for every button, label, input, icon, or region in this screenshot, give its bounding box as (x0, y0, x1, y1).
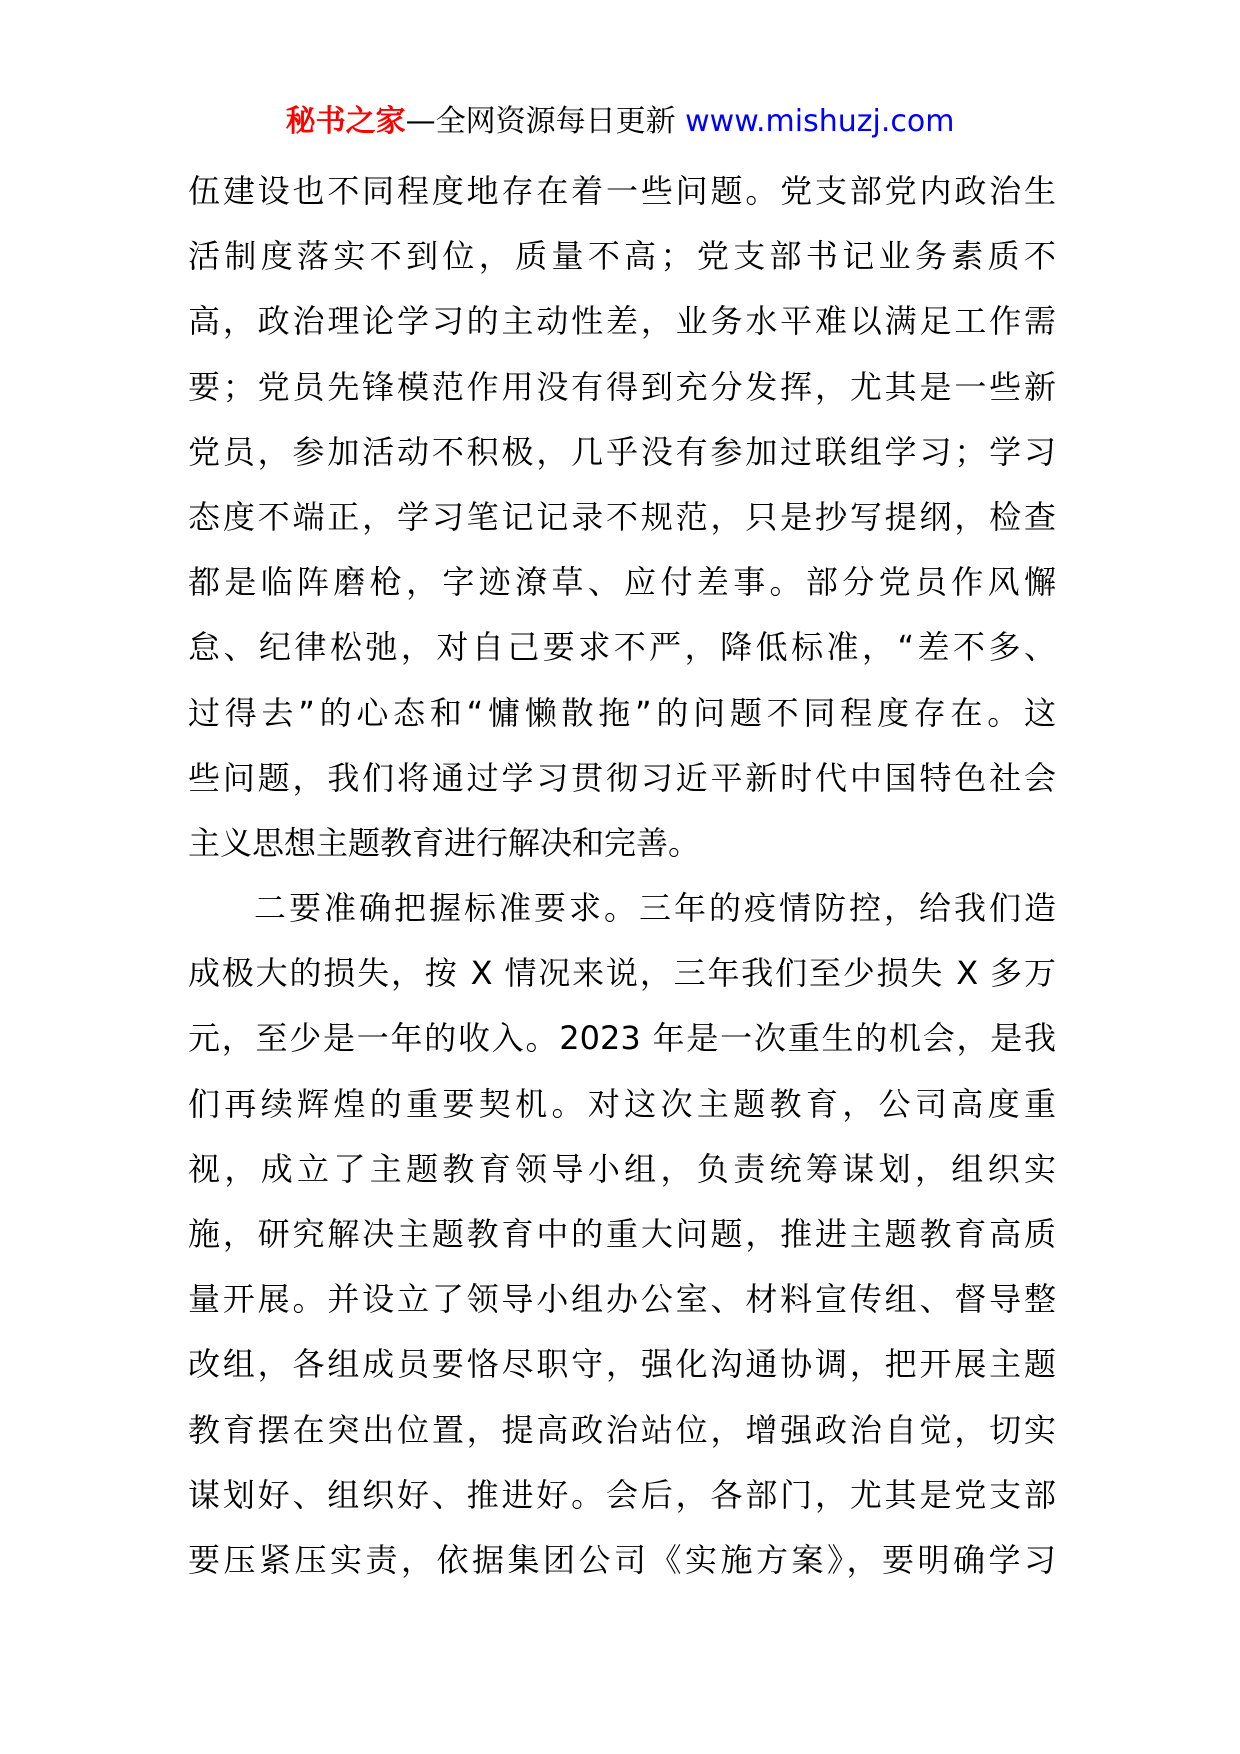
body-line: 视，成立了主题教育领导小组，负责统筹谋划，组织实 (188, 1149, 1056, 1188)
body-line: 量开展。并设立了领导小组办公室、材料宣传组、督导整 (188, 1280, 1056, 1319)
body-line: 态度不端正，学习笔记记录不规范，只是抄写提纲，检查 (188, 497, 1056, 536)
body-line: 们再续辉煌的重要契机。对这次主题教育，公司高度重 (188, 1084, 1056, 1123)
body-line: 施，研究解决主题教育中的重大问题，推进主题教育高质 (188, 1215, 1056, 1253)
body-line: 活制度落实不到位，质量不高；党支部书记业务素质不 (188, 237, 1056, 276)
body-line: 些问题，我们将通过学习贯彻习近平新时代中国特色社会 (188, 758, 1056, 797)
body-line: 过得去”的心态和“慵懒散拖”的问题不同程度存在。这 (188, 693, 1056, 732)
body-line: 谋划好、组织好、推进好。会后，各部门，尤其是党支部 (188, 1475, 1056, 1514)
page-header (0, 100, 1240, 144)
site-url-link[interactable]: www.mishuzj.com (685, 104, 955, 139)
paragraph-last-line: 主义思想主题教育进行解决和完善。 (188, 823, 701, 862)
body-line: 怠、纪律松弛，对自己要求不严，降低标准，“差不多、 (188, 628, 1056, 667)
document-body (188, 159, 1056, 1593)
body-line: 都是临阵磨枪，字迹潦草、应付差事。部分党员作风懈 (188, 563, 1056, 602)
body-line: 成极大的损失，按 X 情况来说，三年我们至少损失 X 多万 (188, 954, 1056, 993)
body-line: 要压紧压实责，依据集团公司《实施方案》，要明确学习 (188, 1540, 1056, 1579)
body-line: 教育摆在突出位置，提高政治站位，增强政治自觉，切实 (188, 1410, 1056, 1449)
body-line: 伍建设也不同程度地存在着一些问题。党支部党内政治生 (188, 172, 1056, 210)
brand-name: 秘书之家 (285, 104, 406, 139)
paragraph-first-line: 二要准确把握标准要求。三年的疫情防控，给我们造 (254, 889, 1056, 928)
body-line: 元，至少是一年的收入。2023 年是一次重生的机会，是我 (188, 1019, 1056, 1058)
body-line: 党员，参加活动不积极，几乎没有参加过联组学习；学习 (188, 432, 1056, 471)
header-tagline: —全网资源每日更新 (405, 104, 676, 139)
body-line: 改组，各组成员要恪尽职守，强化沟通协调，把开展主题 (188, 1345, 1056, 1384)
body-line: 高，政治理论学习的主动性差，业务水平难以满足工作需 (188, 302, 1056, 341)
body-line: 要；党员先锋模范作用没有得到充分发挥，尤其是一些新 (188, 367, 1056, 406)
